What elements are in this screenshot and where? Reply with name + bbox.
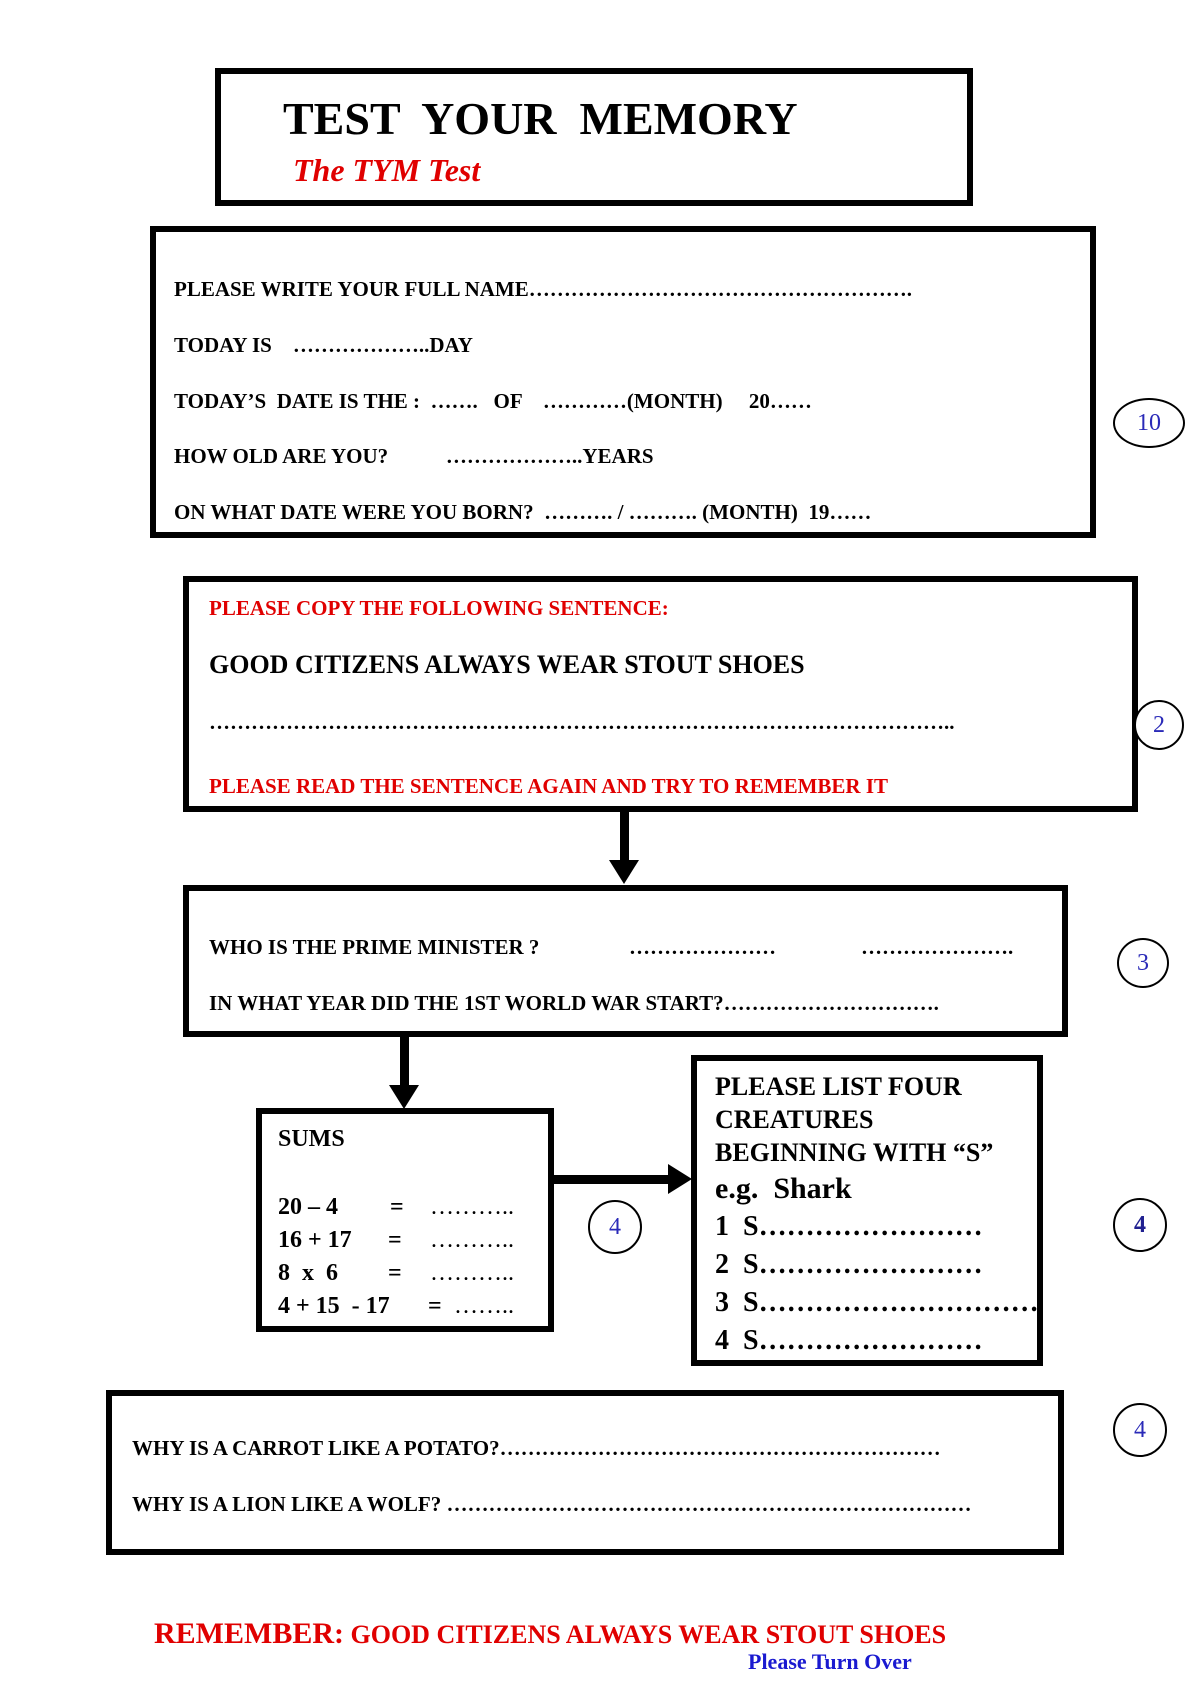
ww1-question: IN WHAT YEAR DID THE 1ST WORLD WAR START?…………………………. [209,991,939,1015]
creatures-box [691,1055,1043,1366]
title-box [215,68,973,206]
creature-item: 3 S………………………… [715,1287,1039,1318]
sum-expression: 20 – 4 [278,1194,338,1220]
sum-equals: = [428,1293,442,1319]
arrow-down-head-2 [389,1085,419,1109]
score-circle-similarities: 4 [1113,1403,1167,1457]
arrow-down-connector-1 [620,812,629,862]
age-line: HOW OLD ARE YOU? ………………..YEARS [174,444,654,468]
page-subtitle: The TYM Test [293,152,481,188]
arrow-right-head [668,1164,692,1194]
creatures-heading-line: PLEASE LIST FOUR [715,1072,962,1101]
sum-blank: ……….. [430,1227,514,1253]
sums-box [256,1108,554,1332]
sum-blank: …….. [454,1293,514,1319]
creature-item: 1 S…………………… [715,1211,983,1242]
creature-item: 2 S…………………… [715,1249,983,1280]
lion-wolf-question: WHY IS A LION LIKE A WOLF? ………………………………………………………………… [132,1492,972,1516]
carrot-potato-question: WHY IS A CARROT LIKE A POTATO?……………………………………………………… [132,1436,941,1460]
remember-footer [140,1585,946,1651]
copy-blank-line: …………………………………………………………………………………………….. [209,710,955,734]
prime-minister-blank-a: ………………… [629,935,776,959]
sum-blank: ……….. [430,1260,514,1286]
score-circle-knowledge: 3 [1117,938,1169,988]
creatures-heading-line: BEGINNING WITH “S” [715,1138,994,1167]
creatures-heading-line: CREATURES [715,1105,874,1134]
sum-expression: 4 + 15 - 17 [278,1293,390,1319]
sum-blank: ……….. [430,1194,514,1220]
copy-instruction: PLEASE COPY THE FOLLOWING SENTENCE: [209,596,669,620]
today-day-line: TODAY IS ………………..DAY [174,333,473,357]
arrow-down-head-1 [609,860,639,884]
remember-instruction: PLEASE READ THE SENTENCE AGAIN AND TRY TO REMEMBER IT [209,774,889,798]
birth-date-line: ON WHAT DATE WERE YOU BORN? ………. / ………. (MONTH) 19…… [174,500,872,524]
score-circle-copy: 2 [1134,700,1184,750]
prime-minister-blank-b: …………………. [861,935,1014,959]
sum-expression: 8 x 6 [278,1260,338,1286]
similarities-box [106,1390,1064,1555]
score-circle-creatures: 4 [1113,1198,1167,1252]
please-turn-over: Please Turn Over [748,1649,912,1674]
score-circle-orientation: 10 [1113,398,1185,448]
copy-sentence-box [183,576,1138,812]
creatures-example: e.g. Shark [715,1172,852,1205]
personal-details-box [150,226,1096,538]
prime-minister-question: WHO IS THE PRIME MINISTER ? [209,935,540,959]
general-knowledge-box [183,885,1068,1037]
sum-equals: = [388,1260,402,1286]
sum-expression: 16 + 17 [278,1227,352,1253]
today-date-line: TODAY’S DATE IS THE : ……. OF …………(MONTH) 20…… [174,389,812,413]
full-name-line: PLEASE WRITE YOUR FULL NAME………………………………………………. [174,277,912,301]
arrow-down-connector-2 [400,1037,409,1087]
remember-label: REMEMBER: [154,1617,344,1650]
remember-sentence: GOOD CITIZENS ALWAYS WEAR STOUT SHOES [344,1620,947,1649]
sum-equals: = [390,1194,404,1220]
page-title: TEST YOUR MEMORY [283,93,798,144]
copy-sentence: GOOD CITIZENS ALWAYS WEAR STOUT SHOES [209,650,805,679]
creature-item: 4 S…………………… [715,1325,983,1356]
arrow-right-connector [554,1175,670,1184]
score-circle-sums: 4 [588,1200,642,1254]
sum-equals: = [388,1227,402,1253]
sums-heading: SUMS [278,1126,345,1152]
